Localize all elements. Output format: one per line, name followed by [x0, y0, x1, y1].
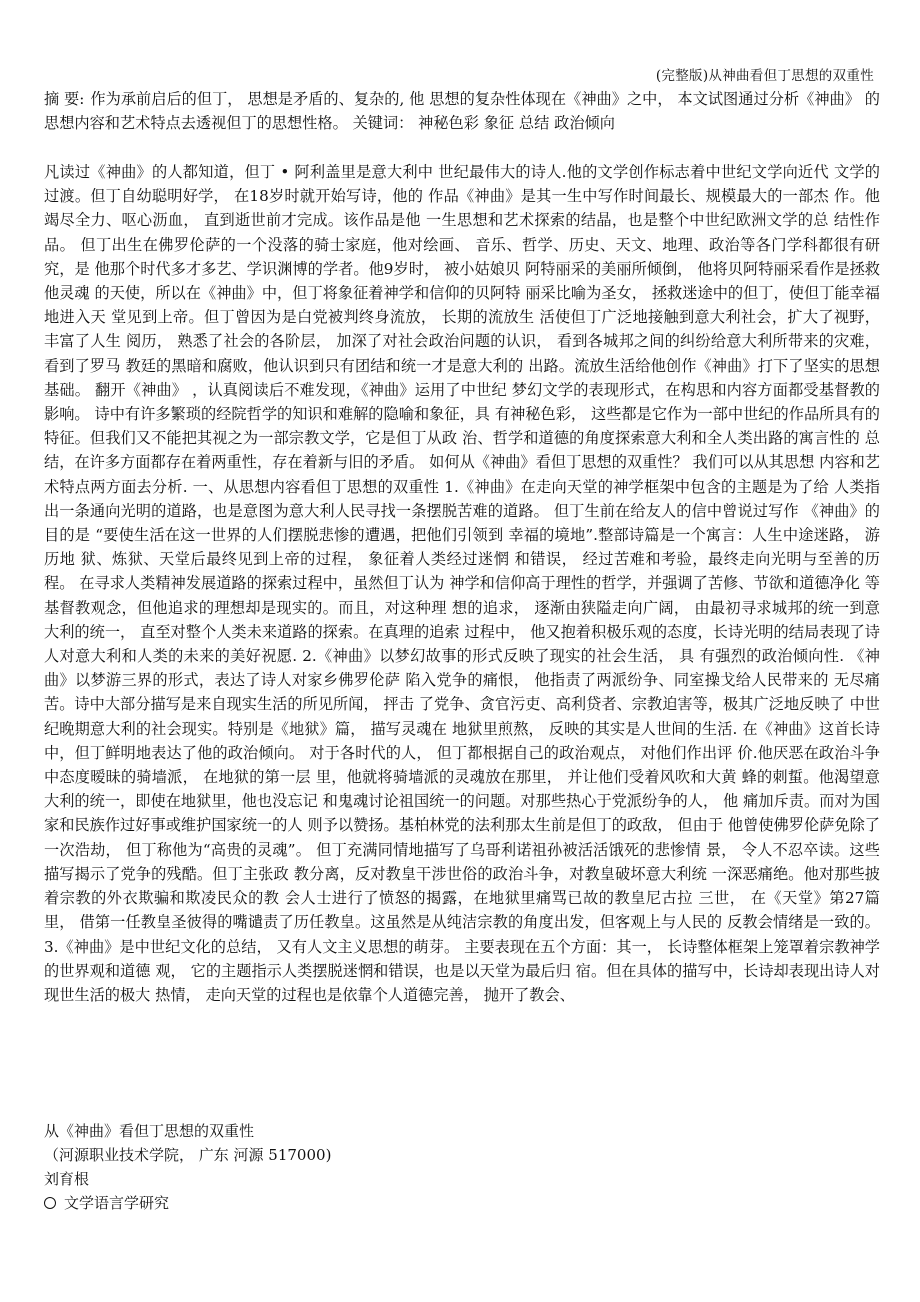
- abstract-paragraph: [44, 87, 880, 135]
- category-label: 文学语言学研究: [64, 1194, 170, 1212]
- author-name: 刘育根: [44, 1170, 90, 1188]
- article-category: [44, 1191, 880, 1215]
- abstract-section: [44, 87, 880, 135]
- running-header: (完整版)从神曲看但丁思想的双重性: [655, 68, 874, 84]
- article-title: 从《神曲》看但丁思想的双重性: [44, 1122, 255, 1140]
- article-info: [44, 1119, 880, 1215]
- abstract-text: 作为承前启后的但丁， 思想是矛盾的、复杂的, 他 思想的复杂性体现在《神曲》之中， 本文试图通过分析《神曲》 的思想内容和艺术特点去透视但丁的思想性格。 关键词： 神秘色彩 象征 总结 政治倾向: [44, 90, 880, 133]
- author-affiliation: （河源职业技术学院， 广东 河源 517000): [44, 1146, 332, 1164]
- main-body: [44, 160, 880, 1007]
- body-paragraph: 凡读过《神曲》的人都知道，但丁 • 阿利盖里是意大利中 世纪最伟大的诗人.他的文学创作标志着中世纪文学向近代 文学的过渡。但丁自幼聪明好学， 在18岁时就开始写诗，他的 作品《神曲》是其一生中写作时间最长、规模最大的一部杰 作。他竭尽全力、呕心沥血， 直到逝世前才完成。该作品是他 一生思想和艺术探索的结晶，也是整个中世纪欧洲文学的总 结性作品。 但丁出生在佛罗伦萨的一个没落的骑士家庭，他对绘画、 音乐、哲学、历史、天文、地理、政治等各门学科都很有研究，是 他那个时代多才多艺、学识渊博的学者。他9岁时， 被小姑娘贝 阿特丽采的美丽所倾倒， 他将贝阿特丽采看作是拯救他灵魂 的天使，所以在《神曲》中，但丁将象征着神学和信仰的贝阿特 丽采比喻为圣女， 拯救迷途中的但丁，使但丁能幸福地进入天 堂见到上帝。但丁曾因为是白党被判终身流放， 长期的流放生 活使但丁广泛地接触到意大利社会，扩大了视野， 丰富了人生 阅历， 熟悉了社会的各阶层， 加深了对社会政治问题的认识， 看到各城邦之间的纠纷给意大利所带来的灾难， 看到了罗马 教廷的黑暗和腐败，他认识到只有团结和统一才是意大利的 出路。流放生活给他创作《神曲》打下了坚实的思想基础。 翻开《神曲》 ，认真阅读后不难发现，《神曲》运用了中世纪 梦幻文学的表现形式，在构思和内容方面都受基督教的影响。 诗中有许多繁琐的经院哲学的知识和难解的隐喻和象征，具 有神秘色彩， 这些都是它作为一部中世纪的作品所具有的特征。但我们又不能把其视之为一部宗教文学，它是但丁从政 治、哲学和道德的角度探索意大利和全人类出路的寓言性的 总结，在许多方面都存在着两重性，存在着新与旧的矛盾。 如何从《神曲》看但丁思想的双重性？ 我们可以从其思想 内容和艺术特点两方面去分析. 一、从思想内容看但丁思想的双重性 1.《神曲》在走向天堂的神学框架中包含的主题是为了给 人类指出一条通向光明的道路，也是意图为意大利人民寻找一条摆脱苦难的道路。 但丁生前在给友人的信中曾说过写作 《神曲》的目的是 “要使生活在这一世界的人们摆脱悲惨的遭遇，把他们引领到 幸福的境地”.整部诗篇是一个寓言：人生中途迷路， 游历地 狱、炼狱、天堂后最终见到上帝的过程， 象征着人类经过迷惘 和错误， 经过苦难和考验，最终走向光明与至善的历程。 在寻求人类精神发展道路的探索过程中，虽然但丁认为 神学和信仰高于理性的哲学，并强调了苦修、节欲和道德净化 等基督教观念，但他追求的理想却是现实的。而且，对这种理 想的追求， 逐渐由狭隘走向广阔， 由最初寻求城邦的统一到意 大利的统一， 直至对整个人类未来道路的探索。在真理的追索 过程中， 他又抱着积极乐观的态度，长诗光明的结局表现了诗 人对意大利和人类的未来的美好祝愿. 2.《神曲》以梦幻故事的形式反映了现实的社会生活， 具 有强烈的政治倾向性. 《神曲》以梦游三界的形式，表达了诗人对家乡佛罗伦萨 陷入党争的痛恨， 他指责了两派纷争、同室操戈给人民带来的 无尽痛苦。诗中大部分描写是来自现实生活的所见所闻， 抨击 了党争、贪官污吏、高利贷者、宗教迫害等，极其广泛地反映了 中世纪晚期意大利的社会现实。特别是《地狱》篇， 描写灵魂在 地狱里煎熬， 反映的其实是人世间的生活. 在《神曲》这首长诗中，但丁鲜明地表达了他的政治倾向。 对于各时代的人， 但丁都根据自己的政治观点， 对他们作出评 价.他厌恶在政治斗争中态度暧昧的骑墙派， 在地狱的第一层 里，他就将骑墙派的灵魂放在那里， 并让他们受着风吹和大黄 蜂的刺蜇。他渴望意大利的统一，即使在地狱里，他也没忘记 和鬼魂讨论祖国统一的问题。对那些热心于党派纷争的人， 他 痛加斥责。而对为国家和民族作过好事或维护国家统一的人 则予以赞扬。基柏林党的法利那太生前是但丁的政敌， 但由于 他曾使佛罗伦萨免除了一次浩劫， 但丁称他为“高贵的灵魂”。 但丁充满同情地描写了乌哥利诺祖孙被活活饿死的悲惨情 景， 令人不忍卒读。这些描写揭示了党争的残酷。但丁主张政 教分离，反对教皇干涉世俗的政治斗争，对教皇破坏意大利统 一深恶痛绝。他对那些披着宗教的外衣欺骗和欺凌民众的教 会人士进行了愤怒的揭露，在地狱里痛骂已故的教皇尼古拉 三世， 在《天堂》第27篇里， 借第一任教皇圣彼得的嘴谴责了历任教皇。这虽然是从纯洁宗教的角度出发，但客观上与人民的 反教会情绪是一致的。 3.《神曲》是中世纪文化的总结， 又有人文主义思想的萌芽。 主要表现在五个方面：其一， 长诗整体框架上笼罩着宗教神学的世界观和道德 观， 它的主题指示人类摆脱迷惘和错误，也是以天堂为最后归 宿。但在具体的描写中，长诗却表现出诗人对现世生活的极大 热情， 走向天堂的过程也是依靠个人道德完善， 抛开了教会、: [44, 163, 880, 1004]
- circle-icon: [44, 1197, 56, 1209]
- abstract-label: 摘 要:: [44, 90, 85, 108]
